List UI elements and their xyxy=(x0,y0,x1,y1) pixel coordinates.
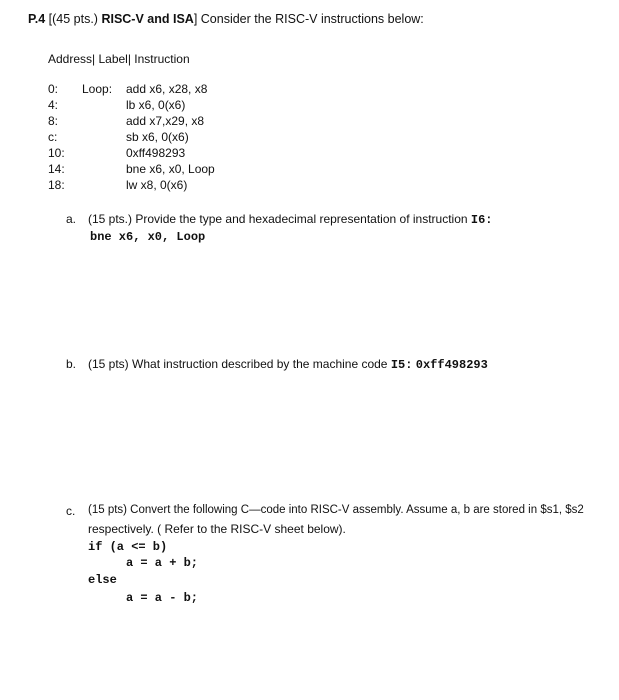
row-label: Loop: xyxy=(82,82,113,96)
row-instruction: sb x6, 0(x6) xyxy=(126,130,189,144)
problem-prompt: ] Consider the RISC-V instructions below: xyxy=(193,12,424,26)
problem-number: P.4 xyxy=(28,12,46,26)
row-instruction: lb x6, 0(x6) xyxy=(126,98,186,112)
row-instruction: lw x8, 0(x6) xyxy=(126,178,188,192)
question-c-line1: (15 pts) Convert the following C—code into RISC-V assembly. Assume a, b are stored in $s1, $s2 xyxy=(88,504,584,516)
question-a-marker: a. xyxy=(66,212,77,226)
question-a-ref: I6: xyxy=(470,213,493,227)
code-else-line: else xyxy=(88,573,117,587)
row-address: 10: xyxy=(48,146,65,160)
code-then-line: a = a + b; xyxy=(126,556,199,570)
row-instruction: 0xff498293 xyxy=(126,146,186,160)
question-b-marker: b. xyxy=(66,357,77,371)
question-b-ref: I5: xyxy=(390,358,413,372)
row-instruction: add x7,x29, x8 xyxy=(126,114,205,128)
code-if-line: if (a <= b) xyxy=(88,540,168,554)
question-a-prompt: (15 pts.) Provide the type and hexadecimal representation of instruction xyxy=(88,212,471,226)
table-header: Address| Label| Instruction xyxy=(48,52,190,66)
question-b-text xyxy=(88,357,488,372)
question-b-code: 0xff498293 xyxy=(415,358,488,372)
question-c-marker: c. xyxy=(66,504,76,518)
row-address: 18: xyxy=(48,178,65,192)
row-address: 14: xyxy=(48,162,65,176)
row-address: 0: xyxy=(48,82,59,96)
question-c-line2: respectively. ( Refer to the RISC-V sheet below). xyxy=(88,522,346,536)
code-else-body: a = a - b; xyxy=(126,591,199,605)
question-a-text xyxy=(88,212,493,227)
problem-topic: RISC-V and ISA xyxy=(101,12,194,26)
row-address: 4: xyxy=(48,98,59,112)
problem-title xyxy=(28,12,424,26)
row-instruction: bne x6, x0, Loop xyxy=(126,162,215,176)
row-address: c: xyxy=(48,130,58,144)
row-address: 8: xyxy=(48,114,59,128)
question-a-code: bne x6, x0, Loop xyxy=(90,230,206,244)
question-b-prompt: (15 pts) What instruction described by the machine code xyxy=(88,357,391,371)
row-instruction: add x6, x28, x8 xyxy=(126,82,208,96)
problem-points: [(45 pts.) xyxy=(48,12,102,26)
